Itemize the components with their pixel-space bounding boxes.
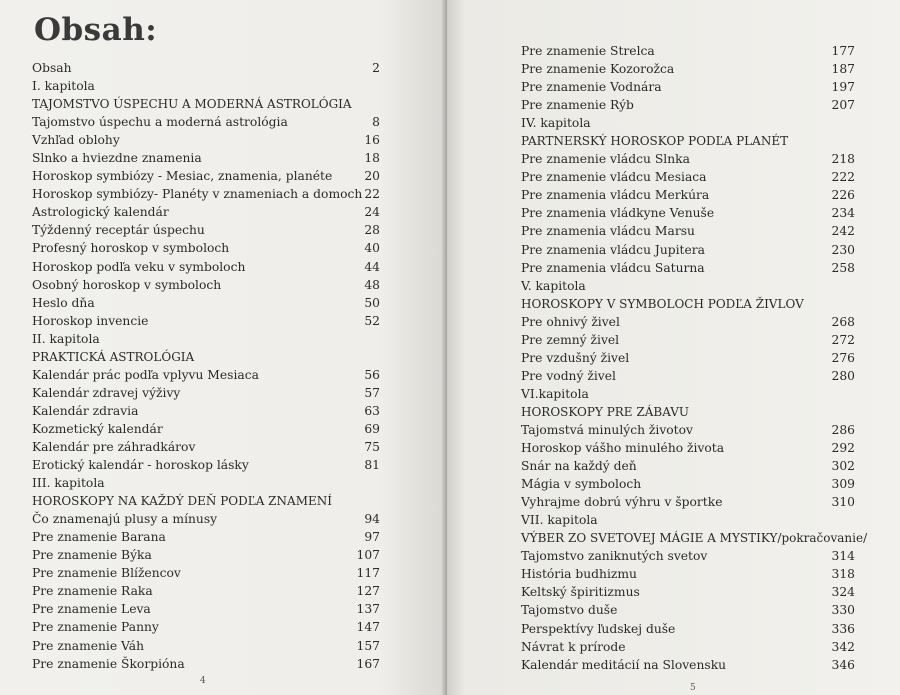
toc-entry <box>32 294 380 312</box>
toc-entry-title: Vyhrajme dobrú výhru v športke <box>521 495 723 510</box>
toc-entry-page: 230 <box>831 242 855 257</box>
toc-entry <box>521 150 855 168</box>
page-title: Obsah: <box>34 12 158 48</box>
toc-entry-page: 258 <box>831 260 855 275</box>
toc-entry <box>521 367 855 385</box>
toc-entry <box>32 95 380 113</box>
toc-entry-title: PRAKTICKÁ ASTROLÓGIA <box>32 349 195 364</box>
toc-entry-title: Horoskop podľa veku v symboloch <box>32 259 246 274</box>
toc-entry-page: 330 <box>831 603 855 618</box>
toc-entry <box>521 638 855 656</box>
toc-entry <box>521 565 855 583</box>
toc-entry-title: Pre znamenie Kozorožca <box>521 62 675 77</box>
toc-entry <box>521 475 855 493</box>
toc-entry-title: Pre znamenie Váh <box>32 638 145 653</box>
toc-entry-title: Tajomstvo duše <box>521 603 618 618</box>
toc-entry <box>521 241 855 259</box>
toc-entry-page: 40 <box>364 241 380 256</box>
toc-entry-title: Horoskop vášho minulého života <box>521 441 725 456</box>
toc-entry <box>521 204 855 222</box>
toc-entry-title: Pre znamenie Škorpióna <box>32 656 185 671</box>
toc-entry-page: 234 <box>831 206 855 221</box>
toc-entry-page: 346 <box>831 657 855 672</box>
toc-entry-page: 309 <box>831 477 855 492</box>
toc-entry-title: Horoskop symbiózy - Mesiac, znamenia, planéte <box>32 169 333 184</box>
toc-entry-page: 302 <box>831 459 855 474</box>
toc-entry-page: 44 <box>364 259 380 274</box>
toc-entry <box>32 564 380 582</box>
toc-entry-page: 207 <box>831 98 855 113</box>
toc-entry-title: IV. kapitola <box>521 116 591 131</box>
toc-entry-title: Pre vodný živel <box>521 368 616 383</box>
toc-entry-title: Týždenný receptár úspechu <box>32 223 205 238</box>
toc-entry-page: 218 <box>831 152 855 167</box>
toc-entry-page: 81 <box>364 458 380 473</box>
toc-entry <box>521 168 855 186</box>
toc-entry-page: 56 <box>364 367 380 382</box>
toc-entry-title: Kalendár zdravia <box>32 403 139 418</box>
toc-entry-title: Horoskop invencie <box>32 313 149 328</box>
toc-entry <box>521 222 855 240</box>
toc-entry <box>32 420 380 438</box>
toc-entry-page: 336 <box>831 621 855 636</box>
toc-entry <box>32 600 380 618</box>
toc-entry-page: 18 <box>364 151 380 166</box>
toc-entry-page: 226 <box>831 188 855 203</box>
toc-list-right <box>521 42 868 674</box>
toc-entry <box>521 529 868 547</box>
toc-entry-title: Astrologický kalendár <box>32 205 169 220</box>
toc-entry <box>521 583 855 601</box>
toc-entry-title: Pre znamenia vládcu Jupitera <box>521 242 705 257</box>
toc-entry-page: 292 <box>831 441 855 456</box>
toc-entry <box>521 385 855 403</box>
toc-entry-title: Pre znamenie Leva <box>32 602 151 617</box>
toc-entry <box>32 384 380 402</box>
toc-entry-title: Osobný horoskop v symboloch <box>32 277 222 292</box>
toc-entry-title: Návrat k prírode <box>521 639 626 654</box>
toc-entry-title: Kalendár zdravej výživy <box>32 385 181 400</box>
toc-entry-page: 16 <box>364 133 380 148</box>
toc-entry-page: 137 <box>356 602 380 617</box>
toc-entry <box>32 528 380 546</box>
toc-entry-title: Profesný horoskop v symboloch <box>32 241 230 256</box>
toc-entry <box>32 492 380 510</box>
toc-entry <box>521 295 855 313</box>
toc-entry <box>32 113 380 131</box>
toc-entry <box>521 42 855 60</box>
toc-entry <box>521 511 855 529</box>
toc-entry-title: Kalendár meditácií na Slovensku <box>521 657 727 672</box>
toc-entry <box>521 547 855 565</box>
toc-entry-title: Pre znamenie Býka <box>32 548 152 563</box>
toc-entry-title: Pre znamenie vládcu Mesiaca <box>521 170 707 185</box>
toc-entry-page: 318 <box>831 567 855 582</box>
toc-entry-title: Obsah <box>32 61 72 75</box>
toc-entry <box>32 655 380 673</box>
toc-entry-page: 97 <box>364 530 380 545</box>
toc-entry-title: Pre znamenie Raka <box>32 584 153 599</box>
toc-entry-page: 75 <box>364 439 380 454</box>
toc-entry-page: 63 <box>364 403 380 418</box>
right-page <box>447 0 900 695</box>
toc-entry-page: 127 <box>356 584 380 599</box>
toc-entry <box>521 331 855 349</box>
toc-entry-page: 107 <box>356 548 380 563</box>
toc-entry-page: 324 <box>831 585 855 600</box>
toc-entry-page: 28 <box>364 223 380 238</box>
toc-entry <box>521 457 855 475</box>
toc-entry <box>521 186 855 204</box>
toc-entry-title: Tajomstvá minulých životov <box>521 422 693 437</box>
toc-entry-title: Pre znamenie Panny <box>32 620 159 635</box>
toc-entry-page: 276 <box>831 350 855 365</box>
toc-entry-page: 94 <box>364 512 380 527</box>
toc-entry-page: 24 <box>364 205 380 220</box>
toc-entry <box>32 456 380 474</box>
toc-entry-title: Kalendár pre záhradkárov <box>32 439 196 454</box>
toc-entry <box>521 277 855 295</box>
toc-entry-title: Pre ohnivý živel <box>521 314 620 329</box>
toc-entry <box>32 203 380 221</box>
toc-entry-title: I. kapitola <box>32 79 95 94</box>
toc-entry-title: Heslo dňa <box>32 295 95 310</box>
toc-entry-page: 117 <box>356 566 380 581</box>
toc-entry-title: Pre znamenie Vodnára <box>521 80 662 95</box>
toc-entry-title: TAJOMSTVO ÚSPECHU A MODERNÁ ASTROLÓGIA <box>32 97 352 112</box>
toc-entry-page: 342 <box>831 639 855 654</box>
toc-entry-page: 314 <box>831 549 855 564</box>
toc-entry-page: 242 <box>831 224 855 239</box>
toc-entry <box>32 510 380 528</box>
page-number-right: 5 <box>690 683 696 693</box>
toc-entry <box>521 601 855 619</box>
toc-entry <box>32 637 380 655</box>
page-number-left: 4 <box>200 676 206 686</box>
toc-entry-page: 22 <box>364 187 380 202</box>
toc-entry-title: Perspektívy ľudskej duše <box>521 621 676 636</box>
toc-entry-page: 48 <box>364 277 380 292</box>
toc-entry-page: 310 <box>831 495 855 510</box>
toc-entry <box>521 349 855 367</box>
toc-entry <box>521 439 855 457</box>
toc-entry <box>32 402 380 420</box>
toc-entry <box>32 582 380 600</box>
toc-entry-title: PARTNERSKÝ HOROSKOP PODĽA PLANÉT <box>521 134 789 149</box>
toc-entry-title: Slnko a hviezdne znamenia <box>32 151 202 166</box>
toc-entry-title: Pre znamenie Rýb <box>521 98 634 113</box>
toc-list-left <box>32 59 380 673</box>
toc-entry <box>521 421 855 439</box>
toc-entry <box>32 185 380 203</box>
toc-entry-title: Pre vzdušný živel <box>521 350 630 365</box>
toc-entry-title: Pre zemný živel <box>521 332 620 347</box>
toc-entry-page: 177 <box>831 44 855 58</box>
toc-entry <box>32 149 380 167</box>
toc-entry <box>32 348 380 366</box>
toc-entry <box>32 77 380 95</box>
toc-entry-page: 20 <box>364 169 380 184</box>
toc-entry-title: Pre znamenie vládcu Slnka <box>521 152 690 167</box>
toc-entry <box>32 239 380 257</box>
toc-entry <box>32 221 380 239</box>
toc-entry-page: 187 <box>831 62 855 77</box>
toc-entry <box>521 96 855 114</box>
toc-entry <box>521 493 855 511</box>
toc-entry-page: 8 <box>372 115 380 130</box>
toc-entry-title: Pre znamenia vládcu Merkúra <box>521 188 710 203</box>
toc-entry-title: Pre znamenia vládcu Marsu <box>521 224 695 239</box>
toc-entry <box>521 132 855 150</box>
toc-entry-page: 157 <box>356 638 380 653</box>
toc-entry <box>32 438 380 456</box>
toc-entry <box>32 258 380 276</box>
toc-entry-title: HOROSKOPY V SYMBOLOCH PODĽA ŽIVLOV <box>521 296 804 311</box>
toc-entry-title: HOROSKOPY PRE ZÁBAVU <box>521 404 690 419</box>
toc-entry-page: 268 <box>831 314 855 329</box>
toc-entry-title: Pre znamenia vládkyne Venuše <box>521 206 715 221</box>
toc-entry-page: 167 <box>356 656 380 671</box>
toc-entry <box>32 330 380 348</box>
toc-entry-title: Tajomstvo úspechu a moderná astrológia <box>32 115 288 130</box>
toc-entry-page: 197 <box>831 80 855 95</box>
toc-entry-page: 50 <box>364 295 380 310</box>
toc-entry <box>521 656 855 674</box>
toc-entry-page: 69 <box>364 421 380 436</box>
toc-entry <box>32 167 380 185</box>
toc-entry <box>32 366 380 384</box>
toc-entry-title: HOROSKOPY NA KAŽDÝ DEŇ PODĽA ZNAMENÍ <box>32 494 332 509</box>
toc-entry-title: Kalendár prác podľa vplyvu Mesiaca <box>32 367 259 382</box>
toc-entry-title: Horoskop symbiózy- Planéty v znameniach a domoch <box>32 187 363 202</box>
toc-entry-title: Pre znamenie Barana <box>32 530 166 545</box>
toc-entry <box>32 312 380 330</box>
toc-entry <box>521 620 855 638</box>
toc-entry <box>521 60 855 78</box>
toc-entry-title: VI.kapitola <box>521 386 589 401</box>
toc-entry <box>32 618 380 636</box>
toc-entry-title: III. kapitola <box>32 476 105 491</box>
toc-entry-title: Snár na každý deň <box>521 459 637 474</box>
toc-entry-title: Pre znamenie Strelca <box>521 44 655 58</box>
toc-entry <box>521 78 855 96</box>
left-page <box>0 0 447 695</box>
toc-entry <box>521 114 855 132</box>
toc-entry <box>521 313 855 331</box>
toc-entry-title: Kozmetický kalendár <box>32 421 163 436</box>
toc-entry-title: Pre znamenie Blížencov <box>32 566 181 581</box>
toc-entry-title: Čo znamenajú plusy a mínusy <box>32 512 218 527</box>
toc-entry-page: 286 <box>831 422 855 437</box>
toc-entry-title: História budhizmu <box>521 567 637 582</box>
toc-entry-page: 222 <box>831 170 855 185</box>
toc-entry <box>521 403 855 421</box>
toc-entry <box>32 59 380 77</box>
toc-entry-title: Vzhľad oblohy <box>32 133 120 148</box>
toc-entry-page: 2 <box>372 61 380 75</box>
toc-entry-page: 147 <box>356 620 380 635</box>
toc-entry-page: 280 <box>831 368 855 383</box>
toc-entry-page: 57 <box>364 385 380 400</box>
toc-entry-title: Mágia v symboloch <box>521 477 642 492</box>
toc-entry <box>32 276 380 294</box>
toc-entry-title: Pre znamenia vládcu Saturna <box>521 260 705 275</box>
toc-entry-title: Erotický kalendár - horoskop lásky <box>32 458 249 473</box>
toc-entry-title: V. kapitola <box>521 278 586 293</box>
toc-entry <box>32 546 380 564</box>
toc-entry-page: 272 <box>831 332 855 347</box>
toc-entry <box>521 259 855 277</box>
toc-entry-title: Tajomstvo zaniknutých svetov <box>521 549 708 564</box>
toc-entry-title: II. kapitola <box>32 331 100 346</box>
toc-entry-page: 52 <box>364 313 380 328</box>
toc-entry <box>32 131 380 149</box>
toc-entry <box>32 474 380 492</box>
toc-entry-title: VÝBER ZO SVETOVEJ MÁGIE A MYSTIKY/pokračovanie/ <box>521 531 868 546</box>
toc-entry-title: Keltský špiritizmus <box>521 585 640 600</box>
toc-entry-title: VII. kapitola <box>521 513 598 528</box>
